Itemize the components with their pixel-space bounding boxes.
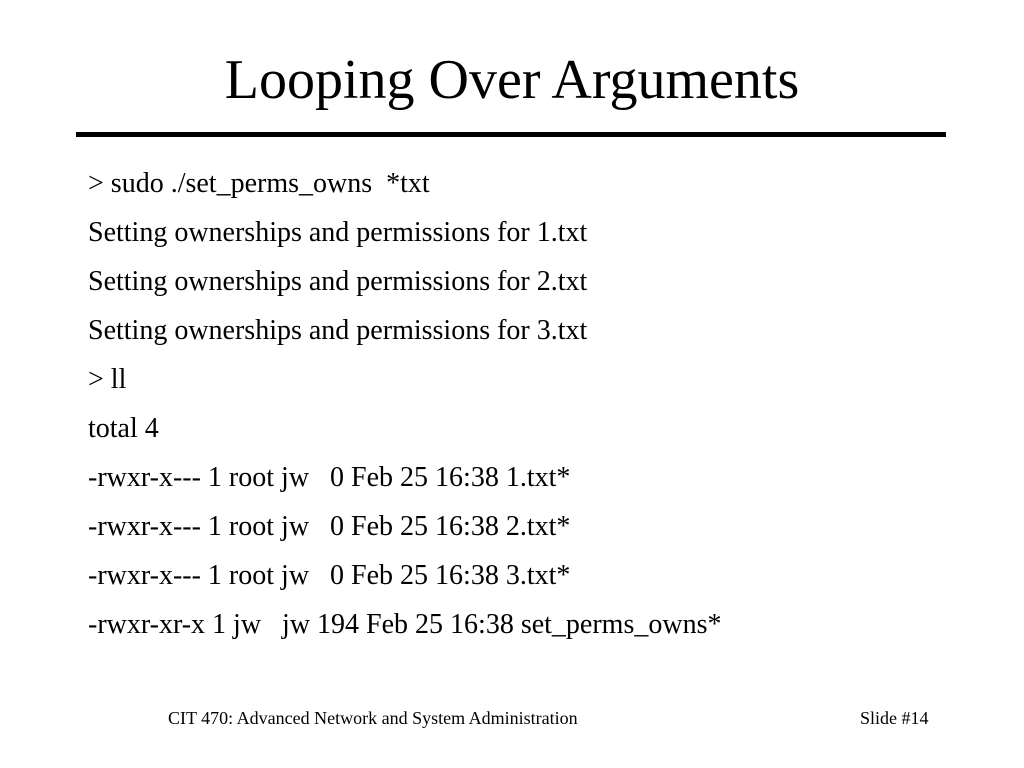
output-line: Setting ownerships and permissions for 1.txt (88, 217, 588, 248)
listing-line: -rwxr-x--- 1 root jw 0 Feb 25 16:38 3.txt* (88, 560, 571, 591)
title-divider (76, 132, 946, 137)
listing-line: -rwxr-x--- 1 root jw 0 Feb 25 16:38 1.txt* (88, 462, 571, 493)
output-line: Setting ownerships and permissions for 2.txt (88, 266, 588, 297)
command-line-ll: > ll (88, 364, 127, 395)
output-line: total 4 (88, 413, 159, 444)
listing-line: -rwxr-xr-x 1 jw jw 194 Feb 25 16:38 set_perms_owns* (88, 609, 722, 640)
listing-line: -rwxr-x--- 1 root jw 0 Feb 25 16:38 2.txt* (88, 511, 571, 542)
output-line: Setting ownerships and permissions for 3.txt (88, 315, 588, 346)
footer-slide-number: Slide #14 (860, 708, 929, 728)
slide-title: Looping Over Arguments (224, 49, 800, 111)
terminal-output (88, 159, 968, 649)
footer-course-title: CIT 470: Advanced Network and System Administration (168, 708, 578, 728)
command-line-sudo: > sudo ./set_perms_owns *txt (88, 168, 430, 199)
